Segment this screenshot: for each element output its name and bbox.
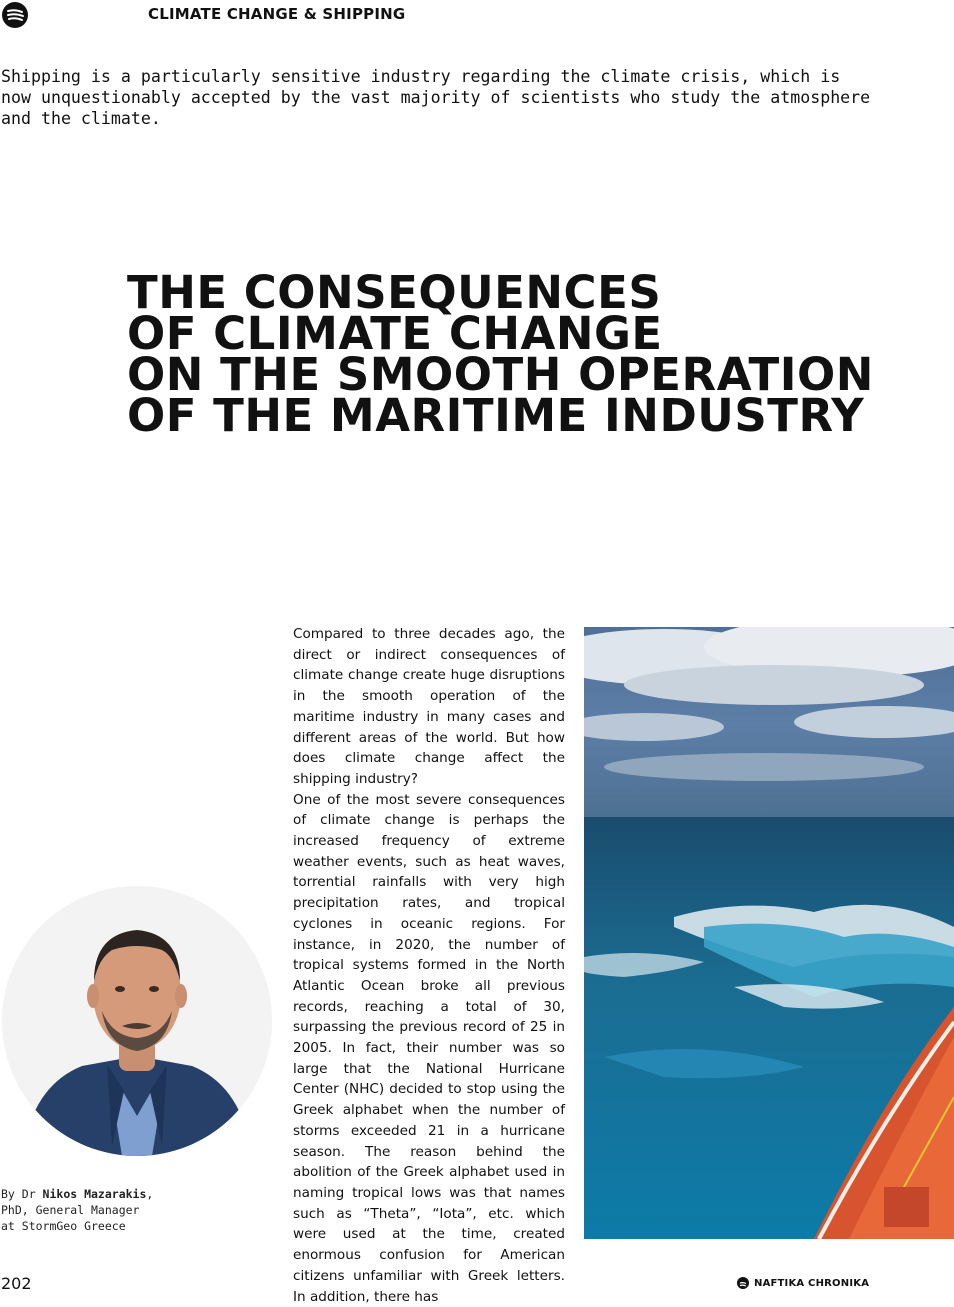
headline-line: OF CLIMATE CHANGE <box>127 307 663 360</box>
headline-line: THE CONSEQUENCES <box>127 266 662 319</box>
intro-paragraph: Shipping is a particularly sensitive industry regarding the climate crisis, which is now unquestionably accepted by the vast majority of scientists who study the atmosphere and the climate. <box>1 67 871 128</box>
naftika-chronika-logo-icon <box>737 1277 749 1289</box>
headline-line: ON THE SMOOTH OPERATION <box>127 348 874 401</box>
article-paragraph: Compared to three decades ago, the direct or indirect consequences of climate change create huge disruptions in the smooth operation of the maritime industry in many cases and different areas of the world. But how does climate change affect the shipping industry? <box>293 626 565 787</box>
article-headline <box>127 266 927 442</box>
ocean-ship-photo <box>584 627 954 1239</box>
author-title: PhD, General Manager <box>1 1203 140 1217</box>
article-paragraph: One of the most severe consequences of climate change is perhaps the increased frequency of extreme weather events, such as heat waves, torrential rainfalls with very high precipitation rates, and tropical cyclones in oceanic regions. For instance, in 2020, the number of tropical systems formed in the North Atlantic Ocean broke all previous records, reaching a total of 30, surpassing the previous record of 25 in 2005. In fact, their number was so large that the National Hurricane Center (NHC) decided to stop using the Greek alphabet when the number of storms exceeded 21 in a hurricane season. The reason behind the abolition of the Greek alphabet used in naming tropical lows was that names such as “Theta”, “Iota”, etc. which were used at the time, created enormous confusion for American citizens unfamiliar with Greek letters. In addition, there has <box>293 791 565 1305</box>
byline-comma: , <box>146 1187 154 1201</box>
footer-brand <box>737 1277 869 1289</box>
author-company: at StormGeo Greece <box>1 1219 126 1233</box>
author-name: Nikos Mazarakis <box>42 1187 147 1201</box>
page-number: 202 <box>1 1274 32 1293</box>
section-label: CLIMATE CHANGE & SHIPPING <box>148 5 406 23</box>
footer-brand-name: NAFTIKA CHRONIKA <box>754 1277 870 1289</box>
byline-prefix: By Dr <box>1 1187 43 1201</box>
author-byline <box>1 1186 201 1234</box>
author-portrait <box>2 886 272 1156</box>
article-body <box>293 624 565 1307</box>
headline-line: OF THE MARITIME INDUSTRY <box>127 389 865 442</box>
naftika-chronika-logo-icon <box>2 2 28 28</box>
